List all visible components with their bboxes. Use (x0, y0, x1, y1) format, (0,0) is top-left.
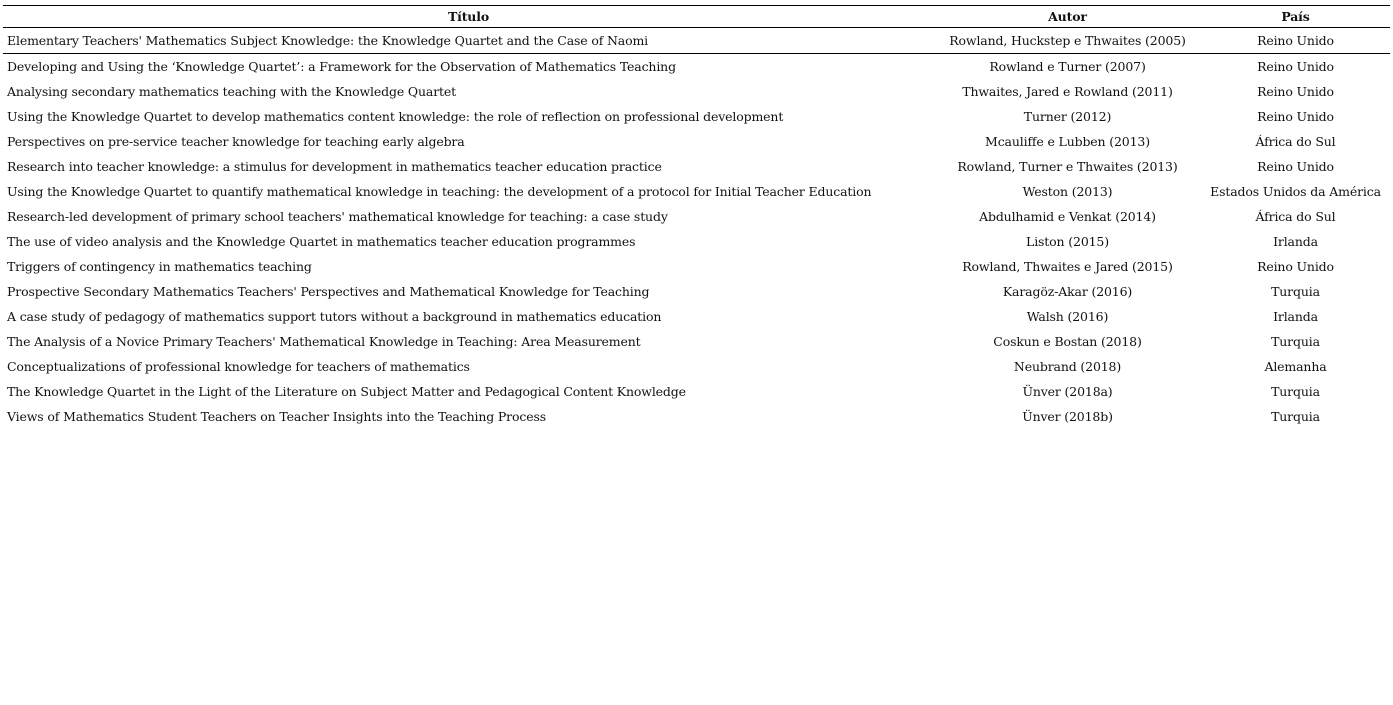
cell-title: Developing and Using the ‘Knowledge Quartet’: a Framework for the Observation of Mathematics Teaching (7, 59, 676, 74)
table-row (3, 254, 1390, 279)
cell-country: Reino Unido (1257, 33, 1334, 48)
cell-title: Prospective Secondary Mathematics Teachers' Perspectives and Mathematical Knowledge for Teaching (7, 284, 650, 299)
cell-country: Reino Unido (1257, 259, 1334, 274)
cell-author: Abdulhamid e Venkat (2014) (979, 209, 1156, 224)
table-row (3, 204, 1390, 229)
cell-title: Analysing secondary mathematics teaching with the Knowledge Quartet (7, 84, 457, 99)
cell-country: Estados Unidos da América (1210, 184, 1381, 199)
cell-title: The Analysis of a Novice Primary Teachers' Mathematical Knowledge in Teaching: Area Measurement (7, 334, 641, 349)
cell-country: Reino Unido (1257, 109, 1334, 124)
table-body (3, 28, 1390, 430)
table-row (3, 304, 1390, 329)
header-country: País (1281, 9, 1310, 24)
cell-author: Ünver (2018a) (1022, 384, 1113, 399)
cell-country: Reino Unido (1257, 59, 1334, 74)
table-row (3, 179, 1390, 204)
cell-country: Turquia (1271, 409, 1320, 424)
cell-author: Thwaites, Jared e Rowland (2011) (962, 84, 1173, 99)
table-header (3, 6, 1390, 28)
table-row (3, 404, 1390, 429)
cell-author: Weston (2013) (1022, 184, 1113, 199)
cell-country: Turquia (1271, 334, 1320, 349)
cell-title: Triggers of contingency in mathematics teaching (7, 259, 312, 274)
cell-author: Mcauliffe e Lubben (2013) (985, 134, 1150, 149)
cell-country: Turquia (1271, 284, 1320, 299)
cell-title: Views of Mathematics Student Teachers on Teacher Insights into the Teaching Process (7, 409, 546, 424)
cell-title: Using the Knowledge Quartet to develop mathematics content knowledge: the role of reflection on professional development (7, 109, 784, 124)
cell-author: Liston (2015) (1026, 234, 1109, 249)
cell-country: Irlanda (1273, 309, 1318, 324)
cell-author: Walsh (2016) (1026, 309, 1109, 324)
cell-title: The use of video analysis and the Knowledge Quartet in mathematics teacher education programmes (7, 234, 636, 249)
cell-author: Rowland e Turner (2007) (989, 59, 1146, 74)
table-row (3, 354, 1390, 379)
cell-author: Karagöz-Akar (2016) (1002, 284, 1133, 299)
table-row (3, 79, 1390, 104)
cell-title: A case study of pedagogy of mathematics support tutors without a background in mathematics education (7, 309, 662, 324)
cell-country: Reino Unido (1257, 159, 1334, 174)
cell-title: Conceptualizations of professional knowledge for teachers of mathematics (7, 359, 470, 374)
table-row (3, 279, 1390, 304)
cell-author: Rowland, Huckstep e Thwaites (2005) (949, 33, 1186, 48)
cell-country: África do Sul (1255, 134, 1336, 149)
cell-title: Research into teacher knowledge: a stimulus for development in mathematics teacher education practice (7, 159, 662, 174)
cell-country: África do Sul (1255, 209, 1336, 224)
cell-author: Coskun e Bostan (2018) (993, 334, 1142, 349)
cell-title: Research-led development of primary school teachers' mathematical knowledge for teaching: a case study (7, 209, 668, 224)
table-row (3, 154, 1390, 179)
cell-country: Alemanha (1264, 359, 1327, 374)
cell-title: The Knowledge Quartet in the Light of the Literature on Subject Matter and Pedagogical Content Knowledge (7, 384, 686, 399)
cell-author: Ünver (2018b) (1022, 409, 1113, 424)
table-row (3, 229, 1390, 254)
table-row (3, 379, 1390, 404)
studies-table (3, 5, 1390, 429)
cell-author: Turner (2012) (1023, 109, 1112, 124)
table-row (3, 329, 1390, 354)
cell-author: Neubrand (2018) (1013, 359, 1122, 374)
cell-title: Elementary Teachers' Mathematics Subject Knowledge: the Knowledge Quartet and the Case of Naomi (7, 33, 649, 48)
table-row (3, 104, 1390, 129)
cell-author: Rowland, Turner e Thwaites (2013) (957, 159, 1178, 174)
header-author: Autor (1048, 9, 1087, 24)
cell-title: Perspectives on pre-service teacher knowledge for teaching early algebra (7, 134, 465, 149)
table-row (3, 54, 1390, 80)
cell-title: Using the Knowledge Quartet to quantify mathematical knowledge in teaching: the development of a protocol for Initial Teacher Education (7, 184, 872, 199)
cell-author: Rowland, Thwaites e Jared (2015) (962, 259, 1173, 274)
table-row (3, 28, 1390, 54)
cell-country: Irlanda (1273, 234, 1318, 249)
header-title: Título (447, 9, 490, 24)
cell-country: Reino Unido (1257, 84, 1334, 99)
table-row (3, 129, 1390, 154)
studies-table-container (3, 5, 1390, 429)
cell-country: Turquia (1271, 384, 1320, 399)
header-row (3, 6, 1390, 28)
